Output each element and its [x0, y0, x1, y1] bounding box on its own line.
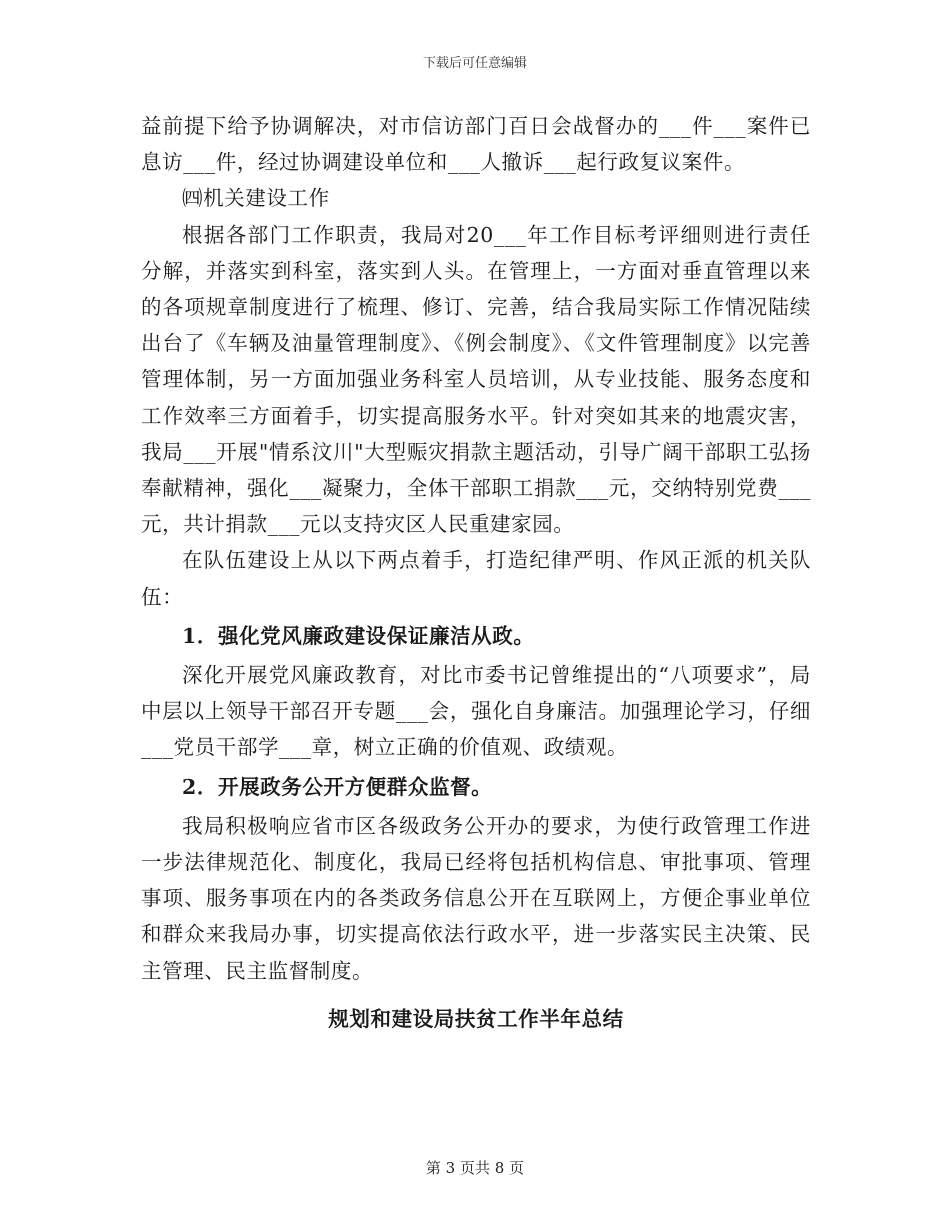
paragraph-responsibility: 根据各部门工作职责，我局对20___年工作目标考评细则进行责任分解，并落实到科室，落实到人头。在管理上，一方面对垂直管理以来的各项规章制度进行了梳理、修订、完善，结合我局实际工作情况陆续出台了《车辆及油量管理制度》、《例会制度》、《文件管理制度》以完善管理体制，另一方面加强业务科室人员培训，从专业技能、服务态度和工作效率三方面着手，切实提高服务水平。针对突如其来的地震灾害，我局___开展"情系汶川"大型赈灾捐款主题活动，引导广阔干部职工弘扬奉献精神，强化___凝聚力，全体干部职工捐款___元，交纳特别党费___元，共计捐款___元以支持灾区人民重建家园。 [141, 222, 811, 537]
section-heading-agency-building: ㈣机关建设工作 [182, 186, 330, 211]
subheading-integrity: 1．强化党风廉政建设保证廉洁从政。 [182, 623, 535, 648]
paragraph-team-building: 在队伍建设上从以下两点着手，打造纪律严明、作风正派的机关队伍： [141, 548, 811, 609]
paragraph-continuation: 益前提下给予协调解决，对市信访部门百日会战督办的___件___案件已息访___件，经过协调建设单位和___人撤诉___起行政复议案件。 [141, 114, 811, 175]
subheading-transparency: 2．开展政务公开方便群众监督。 [182, 774, 493, 799]
page-header: 下载后可任意编辑 [422, 56, 527, 71]
page-footer: 第 3 页共 8 页 [425, 1159, 525, 1177]
paragraph-government-affairs: 我局积极响应省市区各级政务公开办的要求，为使行政管理工作进一步法律规范化、制度化，我局已经将包括机构信息、审批事项、管理事项、服务事项在内的各类政务信息公开在互联网上，方便企事业单位和群众来我局办事，切实提高依法行政水平，进一步落实民主决策、民主管理、民主监督制度。 [141, 813, 811, 983]
next-document-title: 规划和建设局扶贫工作半年总结 [328, 1006, 624, 1031]
paragraph-integrity-education: 深化开展党风廉政教育，对比市委书记曾维提出的“八项要求”，局中层以上领导干部召开专题___会，强化自身廉洁。加强理论学习，仔细___党员干部学___章，树立正确的价值观、政绩观。 [141, 663, 811, 760]
document-body [141, 108, 811, 1037]
